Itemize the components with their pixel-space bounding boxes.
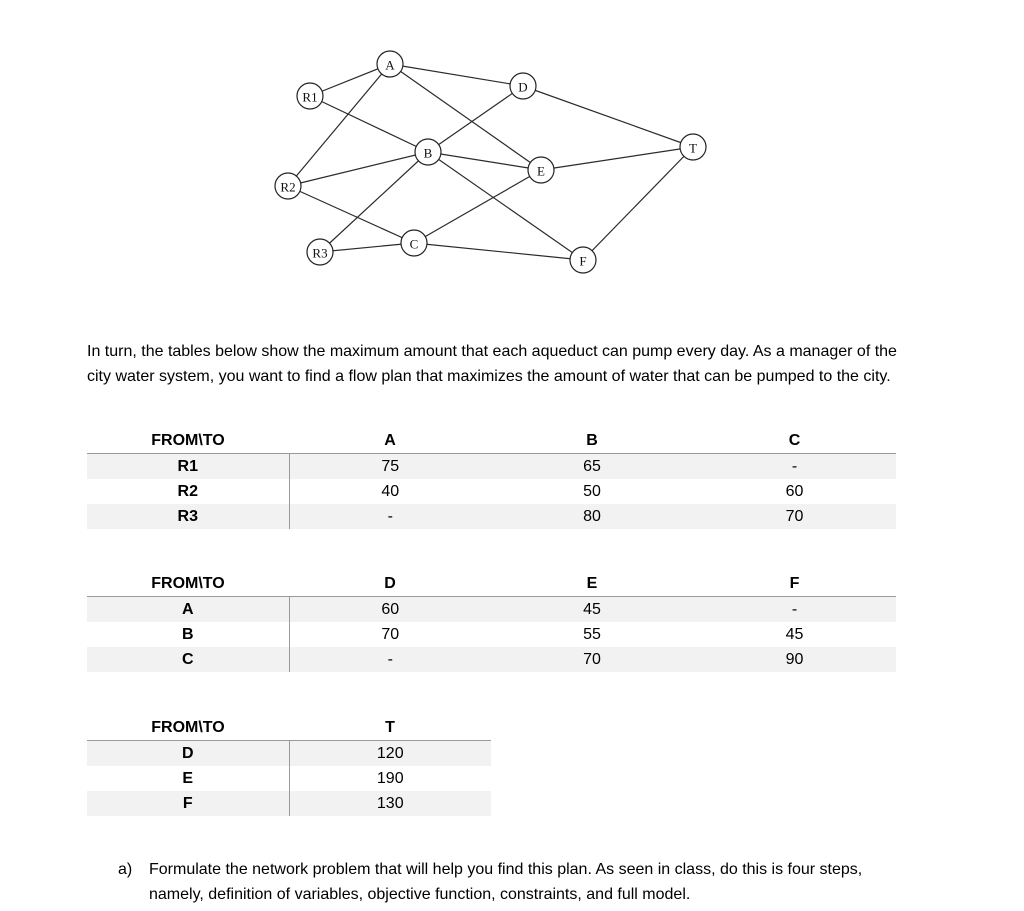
- row-header: R2: [87, 479, 289, 504]
- edge-r2-c: [288, 186, 414, 243]
- row-header: E: [87, 766, 289, 791]
- node-e: [528, 157, 554, 183]
- table-header-row: [87, 428, 896, 454]
- node-label: R2: [280, 179, 296, 195]
- row-header: F: [87, 791, 289, 816]
- table-row: [87, 454, 896, 480]
- column-header: A: [289, 428, 491, 454]
- column-header: FROM\TO: [87, 428, 289, 454]
- capacity-table-to-city: [87, 715, 491, 816]
- column-header: FROM\TO: [87, 571, 289, 597]
- edge-f-t: [583, 147, 693, 260]
- node-r1: [297, 83, 323, 109]
- column-header: B: [491, 428, 693, 454]
- table-cell: -: [693, 597, 896, 623]
- column-header: E: [491, 571, 693, 597]
- table-cell: -: [289, 504, 491, 529]
- table-cell: 40: [381, 482, 400, 500]
- table-row: [87, 741, 491, 767]
- column-header: D: [289, 571, 491, 597]
- table-cell: -: [289, 647, 491, 672]
- table-cell: 60: [289, 597, 491, 623]
- table-cell: 75: [289, 454, 491, 480]
- intro-paragraph: In turn, the tables below show the maximum amount that each aqueduct can pump every day. As a manager of the city water system, you want to find a flow plan that maximizes the amount of water that can be pumped to the city.: [87, 343, 897, 385]
- edge-e-t: [541, 147, 693, 170]
- table-cell: 90: [693, 647, 896, 672]
- table-cell: -: [693, 454, 896, 480]
- node-r3: [307, 239, 333, 265]
- table-row: [87, 479, 896, 504]
- edge-b-f: [428, 152, 583, 260]
- node-t: [680, 134, 706, 160]
- network-edges: [288, 64, 693, 260]
- row-header: C: [87, 647, 289, 672]
- column-header: FROM\TO: [87, 715, 289, 741]
- node-label: B: [423, 145, 433, 161]
- table-row: [87, 622, 896, 647]
- table-row: [87, 647, 896, 672]
- row-header: R1: [87, 454, 289, 480]
- edge-c-f: [414, 243, 583, 260]
- table-cell: 65: [491, 454, 693, 480]
- table-header-row: [87, 715, 491, 741]
- row-header: B: [87, 622, 289, 647]
- table-cell: 45: [491, 597, 693, 623]
- node-c: [401, 230, 427, 256]
- node-label: A: [385, 57, 395, 73]
- edge-d-t: [523, 86, 693, 147]
- edge-r3-c: [320, 243, 414, 252]
- node-label: C: [409, 236, 419, 252]
- table-header-row: [87, 571, 896, 597]
- table-row: [87, 504, 896, 529]
- row-header: D: [87, 741, 289, 767]
- node-label: R1: [302, 89, 318, 105]
- network-diagram: [270, 40, 720, 280]
- column-header: F: [693, 571, 896, 597]
- table-cell: 190: [376, 769, 404, 787]
- table-cell: 60: [785, 482, 804, 500]
- edge-b-d: [428, 86, 523, 152]
- capacity-table-sources: [87, 428, 896, 529]
- column-header: C: [693, 428, 896, 454]
- table-cell: 50: [583, 482, 601, 500]
- node-f: [570, 247, 596, 273]
- node-label: D: [518, 79, 528, 95]
- edge-r2-a: [288, 64, 390, 186]
- node-r2: [275, 173, 301, 199]
- edge-a-d: [390, 64, 523, 86]
- node-d: [510, 73, 536, 99]
- node-b: [415, 139, 441, 165]
- edge-c-e: [414, 170, 541, 243]
- table-row: [87, 791, 491, 816]
- table-row: [87, 597, 896, 623]
- node-a: [377, 51, 403, 77]
- column-header: T: [289, 715, 491, 741]
- edge-r2-b: [288, 152, 428, 186]
- node-label: F: [579, 253, 587, 269]
- table-cell: 70: [491, 647, 693, 672]
- table-cell: 130: [289, 791, 491, 816]
- task-text: Formulate the network problem that will help you find this plan. As seen in class, do this is four steps, namely, definition of variables, objective function, constraints, and full model.: [149, 861, 863, 903]
- node-label: E: [537, 163, 545, 179]
- row-header: A: [87, 597, 289, 623]
- table-cell: 70: [693, 504, 896, 529]
- node-label: T: [689, 140, 697, 156]
- table-row: [87, 766, 491, 791]
- table-cell: 120: [289, 741, 491, 767]
- table-cell: 45: [785, 625, 804, 643]
- edge-r1-b: [310, 96, 428, 152]
- table-cell: 70: [381, 625, 400, 643]
- node-label: R3: [312, 245, 328, 261]
- task-marker: a): [118, 861, 133, 878]
- edge-b-e: [428, 152, 541, 170]
- row-header: R3: [87, 504, 289, 529]
- capacity-table-intermediate: [87, 571, 896, 672]
- task-item: [118, 857, 918, 907]
- table-cell: 80: [491, 504, 693, 529]
- table-cell: 55: [583, 625, 601, 643]
